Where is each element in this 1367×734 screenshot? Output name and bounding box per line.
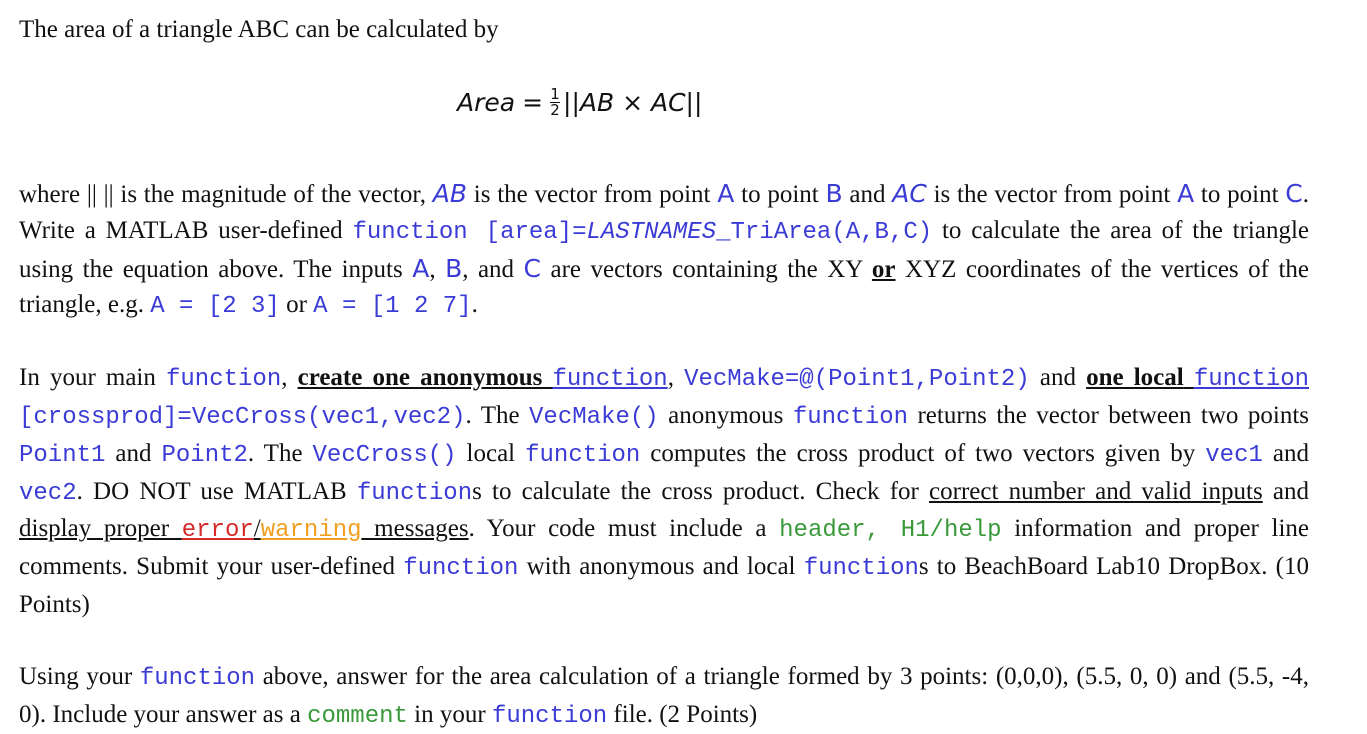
keyword-comment: comment <box>307 702 408 730</box>
keyword-function: function <box>139 664 256 692</box>
emphasis-check-inputs: correct number and valid inputs <box>929 477 1263 505</box>
text: information and proper line comments. Submit your user-defined <box>19 515 1309 581</box>
text: XYZ coordinates of the vertices of the triangle, e.g. <box>19 255 1310 319</box>
example-xy: A = [2 3] <box>150 293 280 321</box>
keyword-function: function <box>352 218 468 246</box>
emphasis-or: or <box>871 255 896 283</box>
text: to point <box>734 181 826 208</box>
text: computes the cross product of two vectors given by <box>640 439 1206 467</box>
text <box>1184 364 1194 391</box>
text: and <box>1262 439 1309 467</box>
keyword-function: function <box>356 479 473 507</box>
text: . Write a MATLAB user-defined <box>19 181 1310 244</box>
function-signature-end: _TriArea(A,B,C) <box>716 218 933 246</box>
text: file. (2 Points) <box>607 700 758 728</box>
text: s to calculate the cross product. Check for <box>472 477 930 505</box>
vector-ac: AC <box>892 179 927 208</box>
emphasis-messages: messages <box>361 515 469 543</box>
keyword-function: function <box>491 702 608 730</box>
vector-ab: AB <box>432 179 468 208</box>
keyword-function: function <box>403 555 519 583</box>
keyword-error: error <box>181 517 254 545</box>
point-b: B <box>825 179 843 208</box>
text: and <box>842 181 893 208</box>
text: , <box>667 364 685 392</box>
point-c: C <box>1285 179 1303 208</box>
function-signature-name: LASTNAMES <box>586 218 717 246</box>
paragraph-question <box>19 659 1309 734</box>
text: . <box>471 291 478 319</box>
paragraph-instructions <box>19 176 1309 325</box>
veccross-definition: [crossprod]=VecCross(vec1,vec2) <box>19 403 466 431</box>
point1-name: Point1 <box>19 441 106 469</box>
intro-text: The area of a triangle ABC can be calculated by <box>19 16 499 43</box>
vecmake-name: VecMake() <box>529 403 659 431</box>
text: or <box>279 291 314 319</box>
fraction-numerator: 1 <box>550 84 560 103</box>
area-equation <box>457 72 1309 132</box>
input-a: A <box>412 253 430 283</box>
text: anonymous <box>658 401 793 429</box>
text: with anonymous and local <box>518 553 804 581</box>
text: and <box>1262 477 1309 505</box>
keyword-function: function <box>1193 366 1310 394</box>
vecmake-definition: VecMake=@(Point1,Point2) <box>684 366 1030 394</box>
text: In your main <box>19 364 166 392</box>
text: local <box>456 439 526 467</box>
text: and <box>1029 364 1087 392</box>
text: to point <box>1194 181 1286 208</box>
equation-fraction <box>550 84 560 119</box>
function-signature-start: [area]= <box>467 218 587 246</box>
text: where || || is the magnitude of the vector, <box>19 181 433 208</box>
vec1-name: vec1 <box>1205 441 1263 469</box>
text: . The <box>465 401 530 429</box>
emphasis-one-local: one local <box>1086 364 1184 392</box>
paragraph-requirements <box>19 360 1309 623</box>
emphasis-display: display proper <box>19 515 182 543</box>
text: Using your <box>19 662 140 690</box>
equation-equals: = <box>522 87 544 117</box>
text: . The <box>247 439 313 467</box>
keyword-function: function <box>792 403 909 431</box>
text: above, answer for the area calculation of a triangle formed by 3 points: (0,0,0), (5.5, 0, 0) and (5.5, -4, 0). Include your answer as a <box>19 662 1309 728</box>
keyword-function: function <box>803 555 919 583</box>
point2-name: Point2 <box>161 441 248 469</box>
text: , <box>429 255 446 283</box>
example-xyz: A = [1 2 7] <box>313 293 472 321</box>
text: to calculate the area of the triangle using the equation above. The inputs <box>19 216 1309 283</box>
veccross-name: VecCross() <box>312 441 457 469</box>
text: is the vector from point <box>926 181 1178 208</box>
text: . DO NOT use MATLAB <box>76 477 357 505</box>
input-b: B <box>445 253 463 283</box>
text: , <box>281 364 298 392</box>
keyword-function: function <box>525 441 641 469</box>
text-slash: / <box>253 515 261 543</box>
keyword-function: function <box>552 366 668 394</box>
emphasis-create-anonymous: create one anonymous <box>297 364 553 392</box>
equation-lhs: Area <box>457 87 516 117</box>
text: are vectors containing the XY <box>541 255 872 283</box>
keyword-function: function <box>166 366 282 394</box>
text: is the vector from point <box>467 181 718 208</box>
keyword-warning: warning <box>260 517 362 545</box>
text: returns the vector between two points <box>908 401 1309 429</box>
point-a: A <box>1177 179 1195 208</box>
equation-rhs: ||AB × AC|| <box>563 87 703 117</box>
text: s to BeachBoard Lab10 DropBox. (10 Points) <box>19 553 1309 618</box>
keyword-header-help: header, H1/help <box>779 517 1002 545</box>
text: in your <box>407 700 492 728</box>
text: and <box>105 439 162 467</box>
point-a: A <box>717 179 735 208</box>
fraction-denominator: 2 <box>550 100 560 119</box>
text: , and <box>462 255 524 283</box>
text: . Your code must include a <box>468 515 780 543</box>
input-c: C <box>523 253 542 283</box>
vec2-name: vec2 <box>19 479 77 507</box>
